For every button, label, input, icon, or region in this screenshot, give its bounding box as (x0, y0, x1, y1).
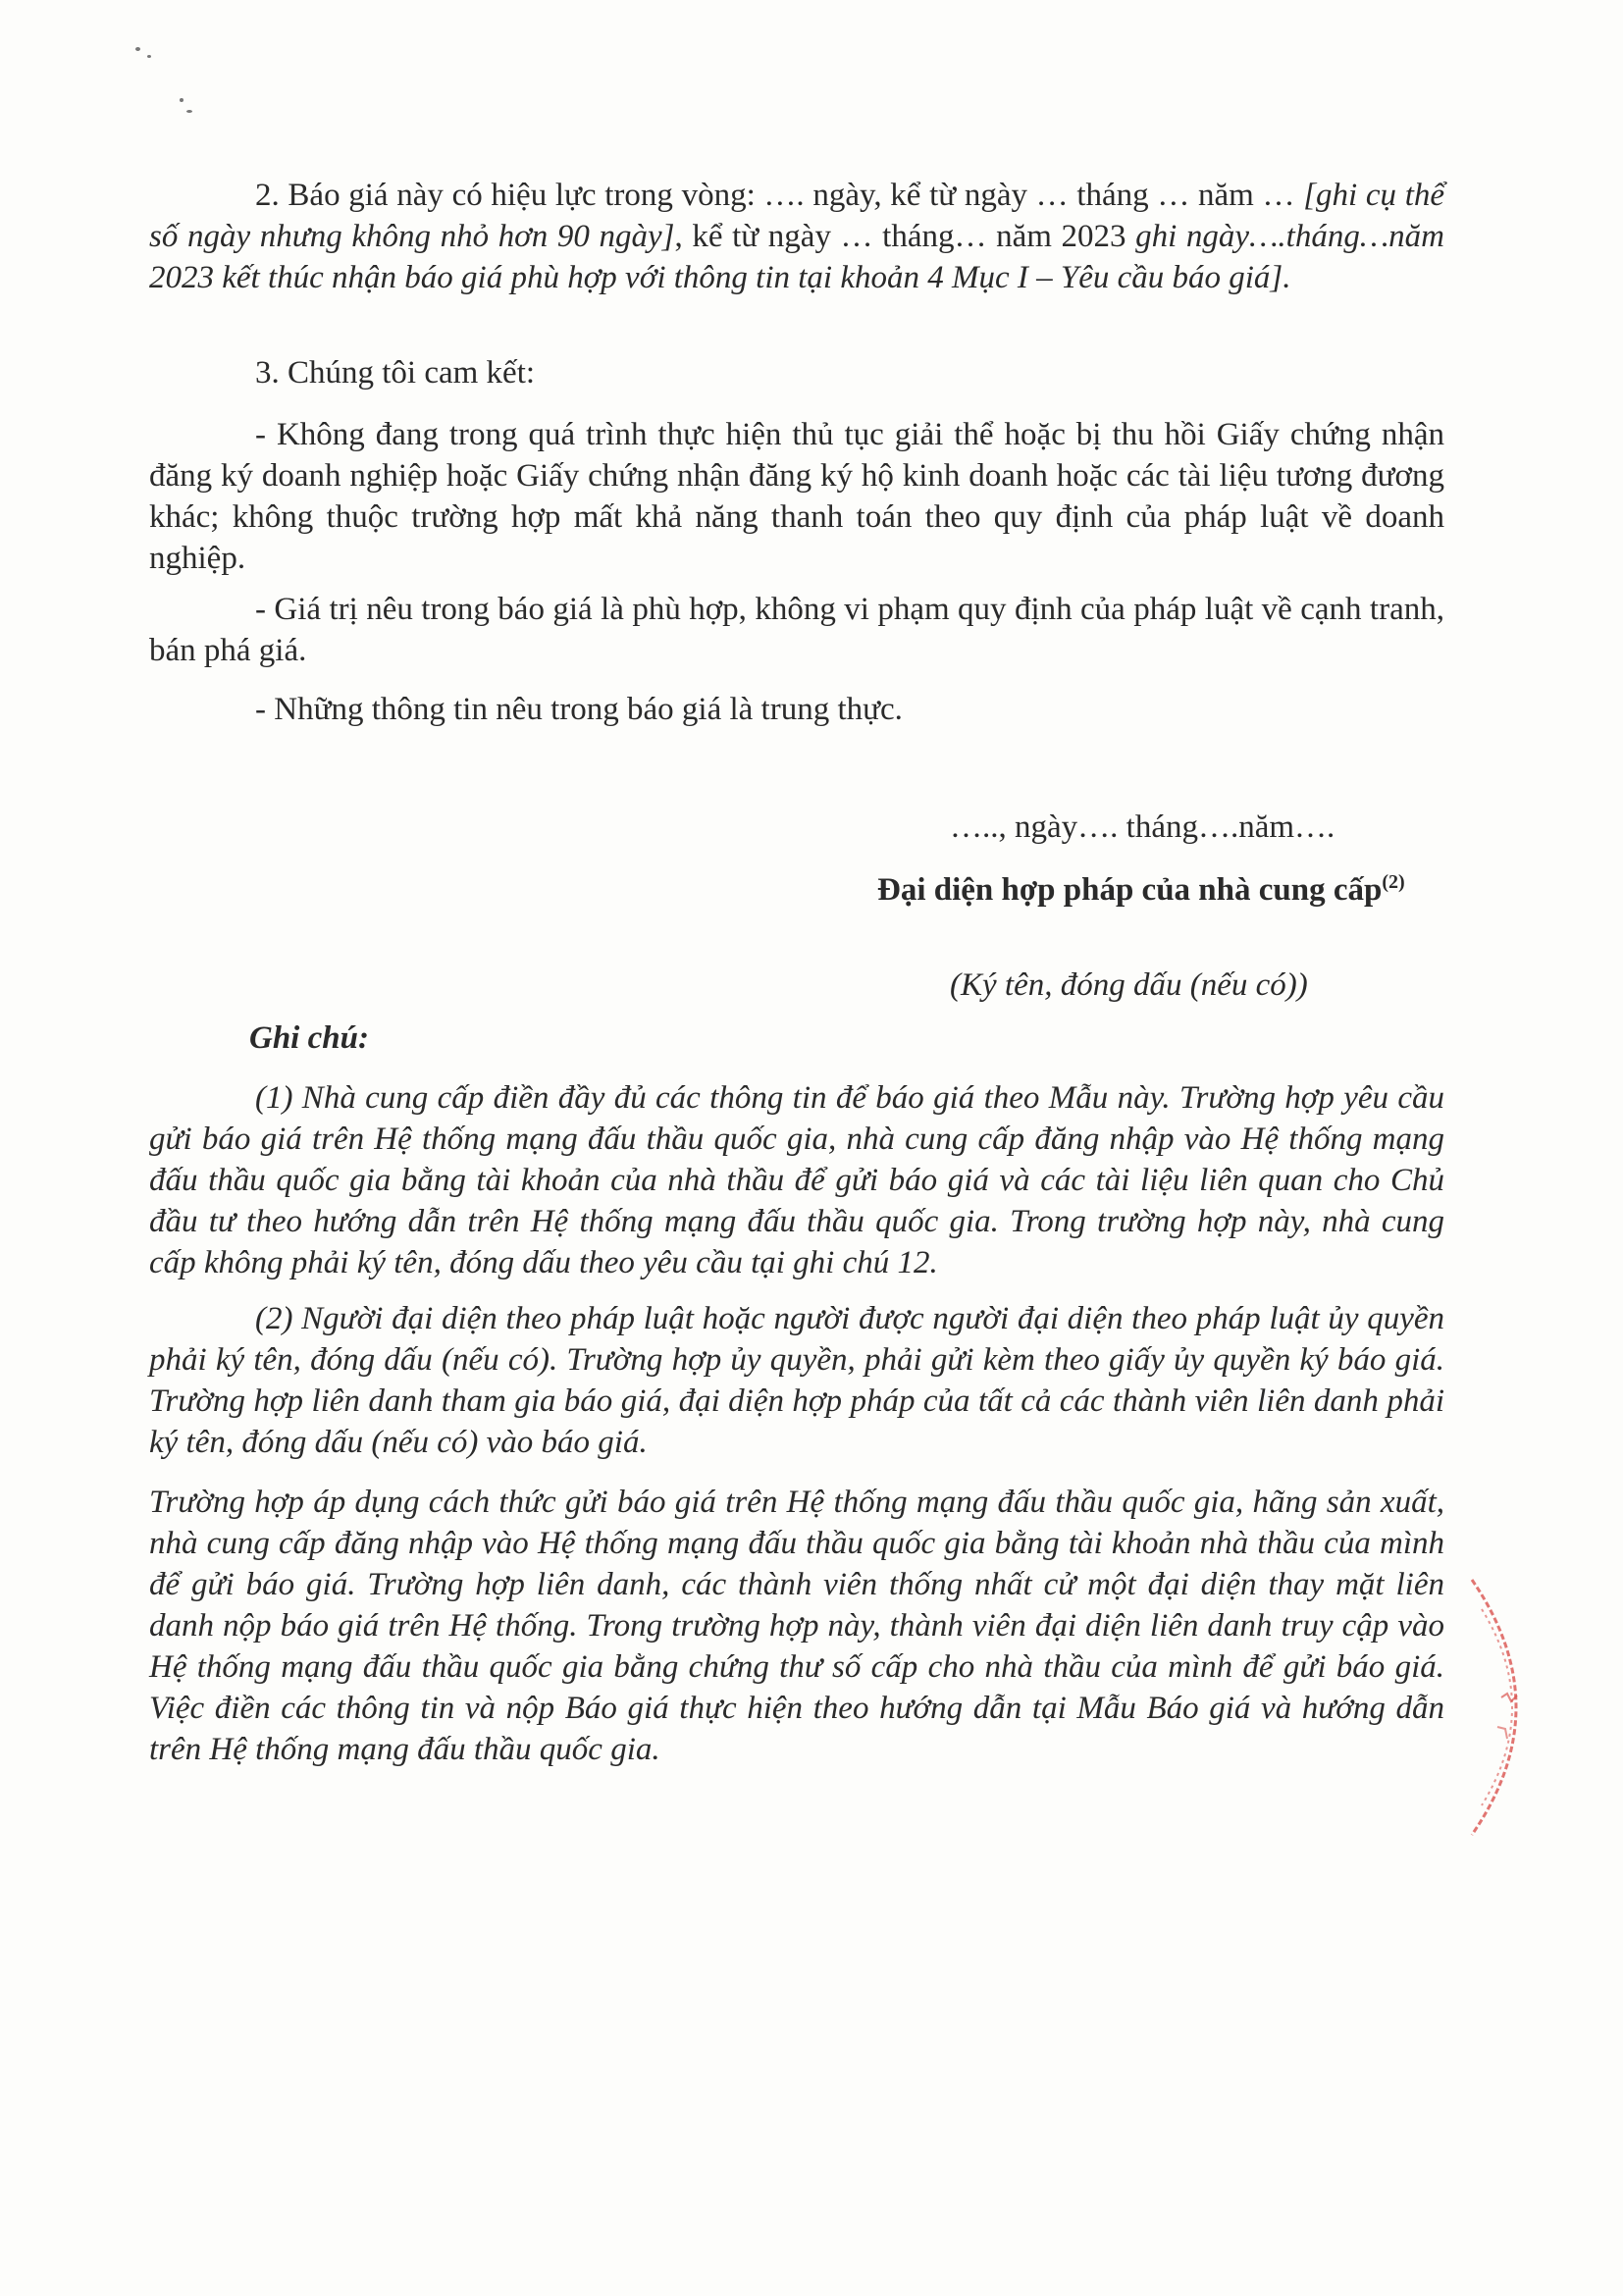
signature-title (877, 869, 1405, 911)
company-stamp (1452, 1570, 1560, 1845)
signature-instruction: (Ký tên, đóng dấu (nếu có)) (950, 967, 1308, 1003)
signature-title-footnote: (2) (1382, 871, 1405, 893)
notes-heading: Ghi chú: (249, 1020, 369, 1056)
signature-title-text: Đại diện hợp pháp của nhà cung cấp (877, 872, 1383, 908)
validity-note-a: [ghi cụ thể số ngày nhưng không nhỏ hơn 90 ngày] (149, 178, 1445, 254)
note-1: (1) Nhà cung cấp điền đầy đủ các thông tin để báo giá theo Mẫu này. Trường hợp yêu cầu gửi báo giá trên Hệ thống mạng đấu thầu quốc gia, nhà cung cấp đăng nhập vào Hệ thống mạng đấu thầu quốc gia bằng tài khoản của nhà thầu để gửi báo giá và các tài liệu liên quan cho Chủ đầu tư theo hướng dẫn trên Hệ thống mạng đấu thầu quốc gia. Trong trường hợp này, nhà cung cấp không phải ký tên, đóng dấu theo yêu cầu tại ghi chú 12. (149, 1080, 1444, 1280)
scan-speck (147, 55, 151, 58)
validity-note-b: ghi ngày….tháng…năm 2023 kết thúc nhận báo giá phù hợp với thông tin tại khoản 4 Mục I – Yêu cầu báo giá]. (149, 219, 1445, 295)
scan-speck (186, 110, 192, 113)
commitment-item-2: - Giá trị nêu trong báo giá là phù hợp, không vi phạm quy định của pháp luật về cạnh tranh, bán phá giá. (149, 592, 1444, 668)
stamp-outer-arc (1472, 1580, 1516, 1835)
stamp-mark (1497, 1727, 1507, 1739)
signature-date-line: ….., ngày…. tháng….năm…. (950, 809, 1335, 845)
commitment-item-1: - Không đang trong quá trình thực hiện thủ tục giải thể hoặc bị thu hồi Giấy chứng nhận đăng ký doanh nghiệp hoặc Giấy chứng nhận đăng ký hộ kinh doanh hoặc các tài liệu tương đương khác; không thuộc trường hợp mất khả năng thanh toán theo quy định của pháp luật về doanh nghiệp. (149, 417, 1444, 576)
commitment-heading: 3. Chúng tôi cam kết: (255, 355, 536, 391)
validity-lead: 2. Báo giá này có hiệu lực trong vòng: …. ngày, kể từ ngày … tháng … năm … (255, 178, 1295, 213)
note-3: Trường hợp áp dụng cách thức gửi báo giá trên Hệ thống mạng đấu thầu quốc gia, hãng sản xuất, nhà cung cấp đăng nhập vào Hệ thống mạng đấu thầu quốc gia bằng tài khoản nhà thầu của mình để gửi báo giá. Trường hợp liên danh, các thành viên thống nhất cử một đại diện thay mặt liên danh nộp báo giá trên Hệ thống. Trong trường hợp này, thành viên đại diện liên danh truy cập vào Hệ thống mạng đấu thầu quốc gia bằng chứng thư số cấp cho nhà thầu của mình để gửi báo giá. Việc điền các thông tin và nộp Báo giá thực hiện theo hướng dẫn tại Mẫu Báo giá và hướng dẫn trên Hệ thống mạng đấu thầu quốc gia. (149, 1485, 1444, 1767)
commitment-item-3: - Những thông tin nêu trong báo giá là trung thực. (255, 692, 903, 727)
scan-speck (180, 98, 183, 102)
scan-speck (135, 47, 140, 51)
validity-middle: , kể từ ngày … tháng… năm 2023 (674, 219, 1136, 254)
validity-paragraph (149, 175, 1444, 298)
stamp-inner-arc (1482, 1609, 1512, 1805)
note-2: (2) Người đại diện theo pháp luật hoặc người được người đại diện theo pháp luật ủy quyền phải ký tên, đóng dấu (nếu có). Trường hợp ủy quyền, phải gửi kèm theo giấy ủy quyền ký báo giá. Trường hợp liên danh tham gia báo giá, đại diện hợp pháp của tất cả các thành viên liên danh phải ký tên, đóng dấu (nếu có) vào báo giá. (149, 1301, 1444, 1460)
